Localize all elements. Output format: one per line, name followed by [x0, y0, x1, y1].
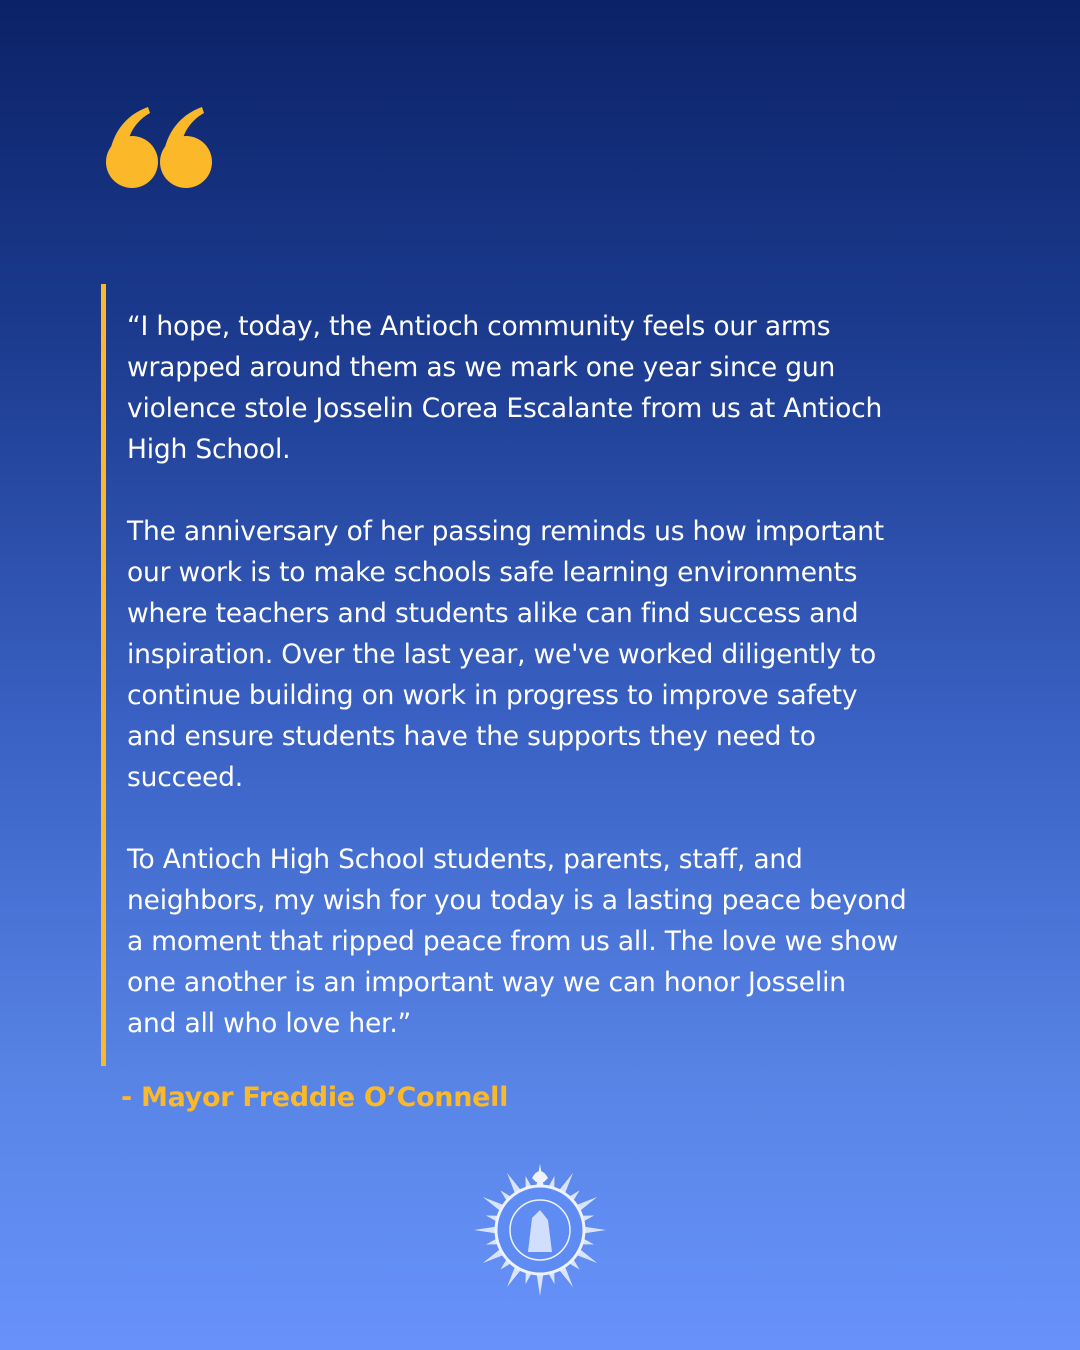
quote-line: neighbors, my wish for you today is a lasting peace beyond [127, 885, 907, 916]
quote-paragraph [127, 511, 1027, 798]
quote-line: and all who love her.” [127, 1008, 412, 1039]
quote-line: The anniversary of her passing reminds us how important [127, 516, 884, 547]
quote-line: a moment that ripped peace from us all. The love we show [127, 926, 899, 957]
quote-line: our work is to make schools safe learning environments [127, 557, 858, 588]
quote-line: wrapped around them as we mark one year since gun [127, 352, 836, 383]
quote-line: inspiration. Over the last year, we've worked diligently to [127, 639, 877, 670]
quote-line: succeed. [127, 762, 243, 793]
quote-attribution: - Mayor Freddie O’Connell [121, 1082, 509, 1113]
quote-paragraph [127, 306, 1027, 470]
quote-line: one another is an important way we can honor Josselin [127, 967, 846, 998]
quote-paragraph [127, 839, 1027, 1044]
quote-line: where teachers and students alike can find success and [127, 598, 859, 629]
quote-line: and ensure students have the supports they need to [127, 721, 816, 752]
quote-line: violence stole Josselin Corea Escalante from us at Antioch [127, 393, 883, 424]
quote-line: To Antioch High School students, parents, staff, and [127, 844, 803, 875]
quote-line: High School. [127, 434, 291, 465]
metro-nashville-seal-logo [472, 1160, 608, 1296]
open-quote-icon [106, 106, 216, 190]
quote-body [127, 306, 1027, 1085]
quote-line: continue building on work in progress to improve safety [127, 680, 858, 711]
quote-accent-bar [101, 284, 106, 1066]
quote-line: “I hope, today, the Antioch community feels our arms [127, 311, 831, 342]
